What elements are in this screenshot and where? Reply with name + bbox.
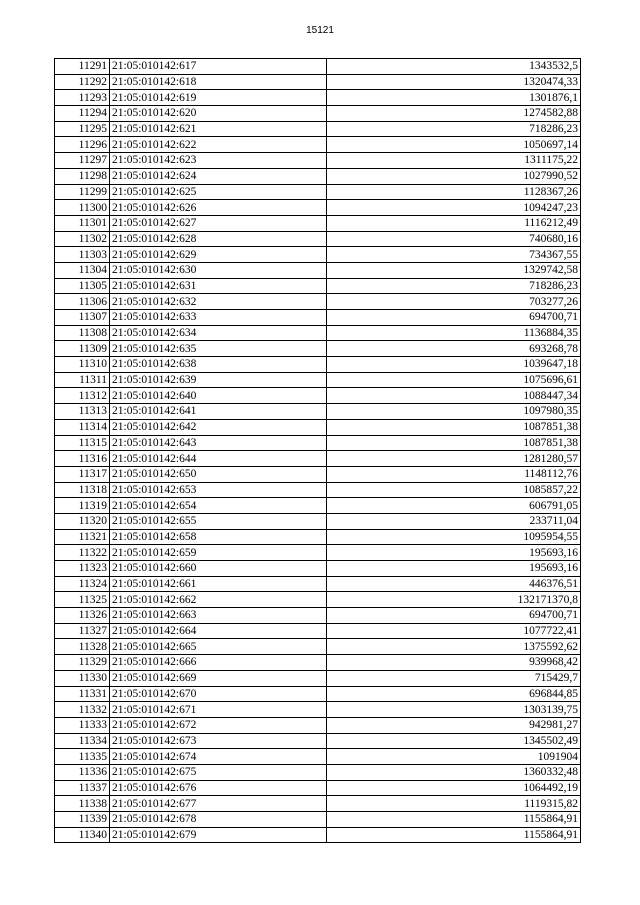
row-number-cell: 11323 [55,561,110,577]
cadastral-number-cell: 21:05:010142:662 [110,592,327,608]
table-row [55,780,581,796]
row-number-cell: 11329 [55,655,110,671]
table-row [55,717,581,733]
row-number-cell: 11321 [55,529,110,545]
table-row [55,529,581,545]
cadastral-number-cell: 21:05:010142:678 [110,812,327,828]
cadastral-number-cell: 21:05:010142:675 [110,764,327,780]
row-number-cell: 11298 [55,168,110,184]
cadastral-value-cell: 1155864,91 [327,812,581,828]
row-number-cell: 11327 [55,623,110,639]
table-row [55,106,581,122]
cadastral-value-cell: 1329742,58 [327,262,581,278]
row-number-cell: 11305 [55,278,110,294]
cadastral-value-cell: 1027990,52 [327,168,581,184]
table-row [55,404,581,420]
cadastral-value-cell: 1119315,82 [327,796,581,812]
cadastral-number-cell: 21:05:010142:674 [110,749,327,765]
cadastral-value-cell: 1375592,62 [327,639,581,655]
cadastral-number-cell: 21:05:010142:629 [110,247,327,263]
table-row [55,153,581,169]
cadastral-number-cell: 21:05:010142:638 [110,357,327,373]
cadastral-value-cell: 718286,23 [327,121,581,137]
table-row [55,733,581,749]
cadastral-value-cell: 1039647,18 [327,357,581,373]
cadastral-value-cell: 1301876,1 [327,90,581,106]
cadastral-value-cell: 1311175,22 [327,153,581,169]
table-row [55,294,581,310]
table-row [55,608,581,624]
table-row [55,702,581,718]
cadastral-value-cell: 1095954,55 [327,529,581,545]
table-row [55,168,581,184]
cadastral-number-cell: 21:05:010142:658 [110,529,327,545]
table-row [55,278,581,294]
cadastral-number-cell: 21:05:010142:632 [110,294,327,310]
table-row [55,231,581,247]
cadastral-value-cell: 446376,51 [327,576,581,592]
cadastral-value-cell: 1281280,57 [327,451,581,467]
table-row [55,561,581,577]
table-row [55,827,581,843]
table-row [55,498,581,514]
cadastral-number-cell: 21:05:010142:653 [110,482,327,498]
cadastral-number-cell: 21:05:010142:666 [110,655,327,671]
row-number-cell: 11332 [55,702,110,718]
cadastral-value-cell: 1345502,49 [327,733,581,749]
cadastral-value-cell: 1087851,38 [327,435,581,451]
table-row [55,121,581,137]
row-number-cell: 11295 [55,121,110,137]
cadastral-number-cell: 21:05:010142:664 [110,623,327,639]
cadastral-number-cell: 21:05:010142:639 [110,372,327,388]
table-row [55,655,581,671]
cadastral-value-cell: 734367,55 [327,247,581,263]
row-number-cell: 11309 [55,341,110,357]
table-row [55,592,581,608]
cadastral-number-cell: 21:05:010142:617 [110,59,327,75]
cadastral-value-cell: 1064492,19 [327,780,581,796]
cadastral-number-cell: 21:05:010142:654 [110,498,327,514]
cadastral-number-cell: 21:05:010142:661 [110,576,327,592]
cadastral-number-cell: 21:05:010142:624 [110,168,327,184]
cadastral-value-cell: 1148112,76 [327,466,581,482]
cadastral-value-cell: 132171370,8 [327,592,581,608]
row-number-cell: 11307 [55,310,110,326]
table-row [55,200,581,216]
row-number-cell: 11330 [55,670,110,686]
cadastral-value-cell: 715429,7 [327,670,581,686]
cadastral-number-cell: 21:05:010142:627 [110,215,327,231]
cadastral-number-cell: 21:05:010142:677 [110,796,327,812]
cadastral-number-cell: 21:05:010142:665 [110,639,327,655]
cadastral-value-cell: 1094247,23 [327,200,581,216]
row-number-cell: 11303 [55,247,110,263]
table-row [55,247,581,263]
cadastral-value-cell: 1155864,91 [327,827,581,843]
table-row [55,435,581,451]
cadastral-number-cell: 21:05:010142:641 [110,404,327,420]
row-number-cell: 11318 [55,482,110,498]
cadastral-value-cell: 195693,16 [327,545,581,561]
cadastral-value-cell: 1097980,35 [327,404,581,420]
row-number-cell: 11311 [55,372,110,388]
row-number-cell: 11292 [55,74,110,90]
cadastral-number-cell: 21:05:010142:631 [110,278,327,294]
table-row [55,545,581,561]
cadastral-number-cell: 21:05:010142:672 [110,717,327,733]
cadastral-number-cell: 21:05:010142:628 [110,231,327,247]
row-number-cell: 11300 [55,200,110,216]
cadastral-value-cell: 1116212,49 [327,215,581,231]
cadastral-value-cell: 1128367,26 [327,184,581,200]
row-number-cell: 11334 [55,733,110,749]
cadastral-number-cell: 21:05:010142:660 [110,561,327,577]
cadastral-value-cell: 1087851,38 [327,419,581,435]
row-number-cell: 11304 [55,262,110,278]
row-number-cell: 11339 [55,812,110,828]
cadastral-value-cell: 703277,26 [327,294,581,310]
cadastral-value-cell: 696844,85 [327,686,581,702]
cadastral-number-cell: 21:05:010142:619 [110,90,327,106]
cadastral-value-cell: 1274582,88 [327,106,581,122]
table-row [55,670,581,686]
cadastral-value-cell: 694700,71 [327,608,581,624]
cadastral-number-cell: 21:05:010142:643 [110,435,327,451]
cadastral-number-cell: 21:05:010142:621 [110,121,327,137]
cadastral-number-cell: 21:05:010142:618 [110,74,327,90]
row-number-cell: 11320 [55,513,110,529]
table-row [55,796,581,812]
table-row [55,623,581,639]
cadastral-number-cell: 21:05:010142:625 [110,184,327,200]
cadastral-value-cell: 1050697,14 [327,137,581,153]
row-number-cell: 11302 [55,231,110,247]
cadastral-value-cell: 1085857,22 [327,482,581,498]
row-number-cell: 11310 [55,357,110,373]
cadastral-number-cell: 21:05:010142:640 [110,388,327,404]
table-row [55,215,581,231]
cadastral-number-cell: 21:05:010142:655 [110,513,327,529]
row-number-cell: 11316 [55,451,110,467]
table-body [55,59,581,843]
cadastral-number-cell: 21:05:010142:633 [110,310,327,326]
row-number-cell: 11322 [55,545,110,561]
table-row [55,357,581,373]
row-number-cell: 11324 [55,576,110,592]
cadastral-number-cell: 21:05:010142:663 [110,608,327,624]
row-number-cell: 11340 [55,827,110,843]
cadastral-number-cell: 21:05:010142:659 [110,545,327,561]
row-number-cell: 11331 [55,686,110,702]
cadastral-number-cell: 21:05:010142:622 [110,137,327,153]
row-number-cell: 11297 [55,153,110,169]
cadastral-number-cell: 21:05:010142:671 [110,702,327,718]
row-number-cell: 11325 [55,592,110,608]
row-number-cell: 11296 [55,137,110,153]
table-row [55,325,581,341]
cadastral-number-cell: 21:05:010142:669 [110,670,327,686]
cadastral-number-cell: 21:05:010142:634 [110,325,327,341]
row-number-cell: 11306 [55,294,110,310]
row-number-cell: 11337 [55,780,110,796]
row-number-cell: 11315 [55,435,110,451]
cadastral-value-cell: 1360332,48 [327,764,581,780]
cadastral-value-cell: 939968,42 [327,655,581,671]
cadastral-value-cell: 233711,04 [327,513,581,529]
cadastral-value-cell: 606791,05 [327,498,581,514]
table-row [55,74,581,90]
table-row [55,90,581,106]
cadastral-value-cell: 1320474,33 [327,74,581,90]
row-number-cell: 11291 [55,59,110,75]
cadastral-number-cell: 21:05:010142:635 [110,341,327,357]
cadastral-value-cell: 694700,71 [327,310,581,326]
cadastral-value-cell: 195693,16 [327,561,581,577]
table-row [55,482,581,498]
row-number-cell: 11333 [55,717,110,733]
table-row [55,451,581,467]
row-number-cell: 11293 [55,90,110,106]
cadastral-number-cell: 21:05:010142:642 [110,419,327,435]
cadastral-value-cell: 1077722,41 [327,623,581,639]
cadastral-number-cell: 21:05:010142:623 [110,153,327,169]
row-number-cell: 11301 [55,215,110,231]
cadastral-value-cell: 1136884,35 [327,325,581,341]
table-row [55,749,581,765]
table-row [55,639,581,655]
cadastral-value-cell: 718286,23 [327,278,581,294]
row-number-cell: 11294 [55,106,110,122]
cadastral-value-cell: 1343532,5 [327,59,581,75]
row-number-cell: 11328 [55,639,110,655]
table-row [55,764,581,780]
table-row [55,812,581,828]
table-row [55,59,581,75]
cadastral-value-cell: 1088447,34 [327,388,581,404]
cadastral-number-cell: 21:05:010142:650 [110,466,327,482]
cadastral-value-cell: 942981,27 [327,717,581,733]
row-number-cell: 11314 [55,419,110,435]
table-row [55,137,581,153]
row-number-cell: 11335 [55,749,110,765]
cadastral-number-cell: 21:05:010142:670 [110,686,327,702]
table-row [55,513,581,529]
table-row [55,388,581,404]
row-number-cell: 11313 [55,404,110,420]
cadastral-number-cell: 21:05:010142:673 [110,733,327,749]
cadastral-value-cell: 1303139,75 [327,702,581,718]
row-number-cell: 11326 [55,608,110,624]
table-row [55,341,581,357]
table-row [55,686,581,702]
cadastral-number-cell: 21:05:010142:630 [110,262,327,278]
cadastral-value-cell: 1075696,61 [327,372,581,388]
table-row [55,310,581,326]
cadastral-number-cell: 21:05:010142:644 [110,451,327,467]
row-number-cell: 11312 [55,388,110,404]
cadastral-value-cell: 1091904 [327,749,581,765]
table-row [55,372,581,388]
table-row [55,466,581,482]
page-number: 15121 [306,25,334,36]
cadastral-value-cell: 740680,16 [327,231,581,247]
cadastral-number-cell: 21:05:010142:626 [110,200,327,216]
cadastral-number-cell: 21:05:010142:679 [110,827,327,843]
cadastral-value-table [54,58,581,843]
row-number-cell: 11308 [55,325,110,341]
row-number-cell: 11336 [55,764,110,780]
table-row [55,262,581,278]
table-row [55,184,581,200]
row-number-cell: 11338 [55,796,110,812]
row-number-cell: 11317 [55,466,110,482]
table-row [55,419,581,435]
table-row [55,576,581,592]
cadastral-number-cell: 21:05:010142:676 [110,780,327,796]
cadastral-value-cell: 693268,78 [327,341,581,357]
cadastral-number-cell: 21:05:010142:620 [110,106,327,122]
row-number-cell: 11319 [55,498,110,514]
row-number-cell: 11299 [55,184,110,200]
